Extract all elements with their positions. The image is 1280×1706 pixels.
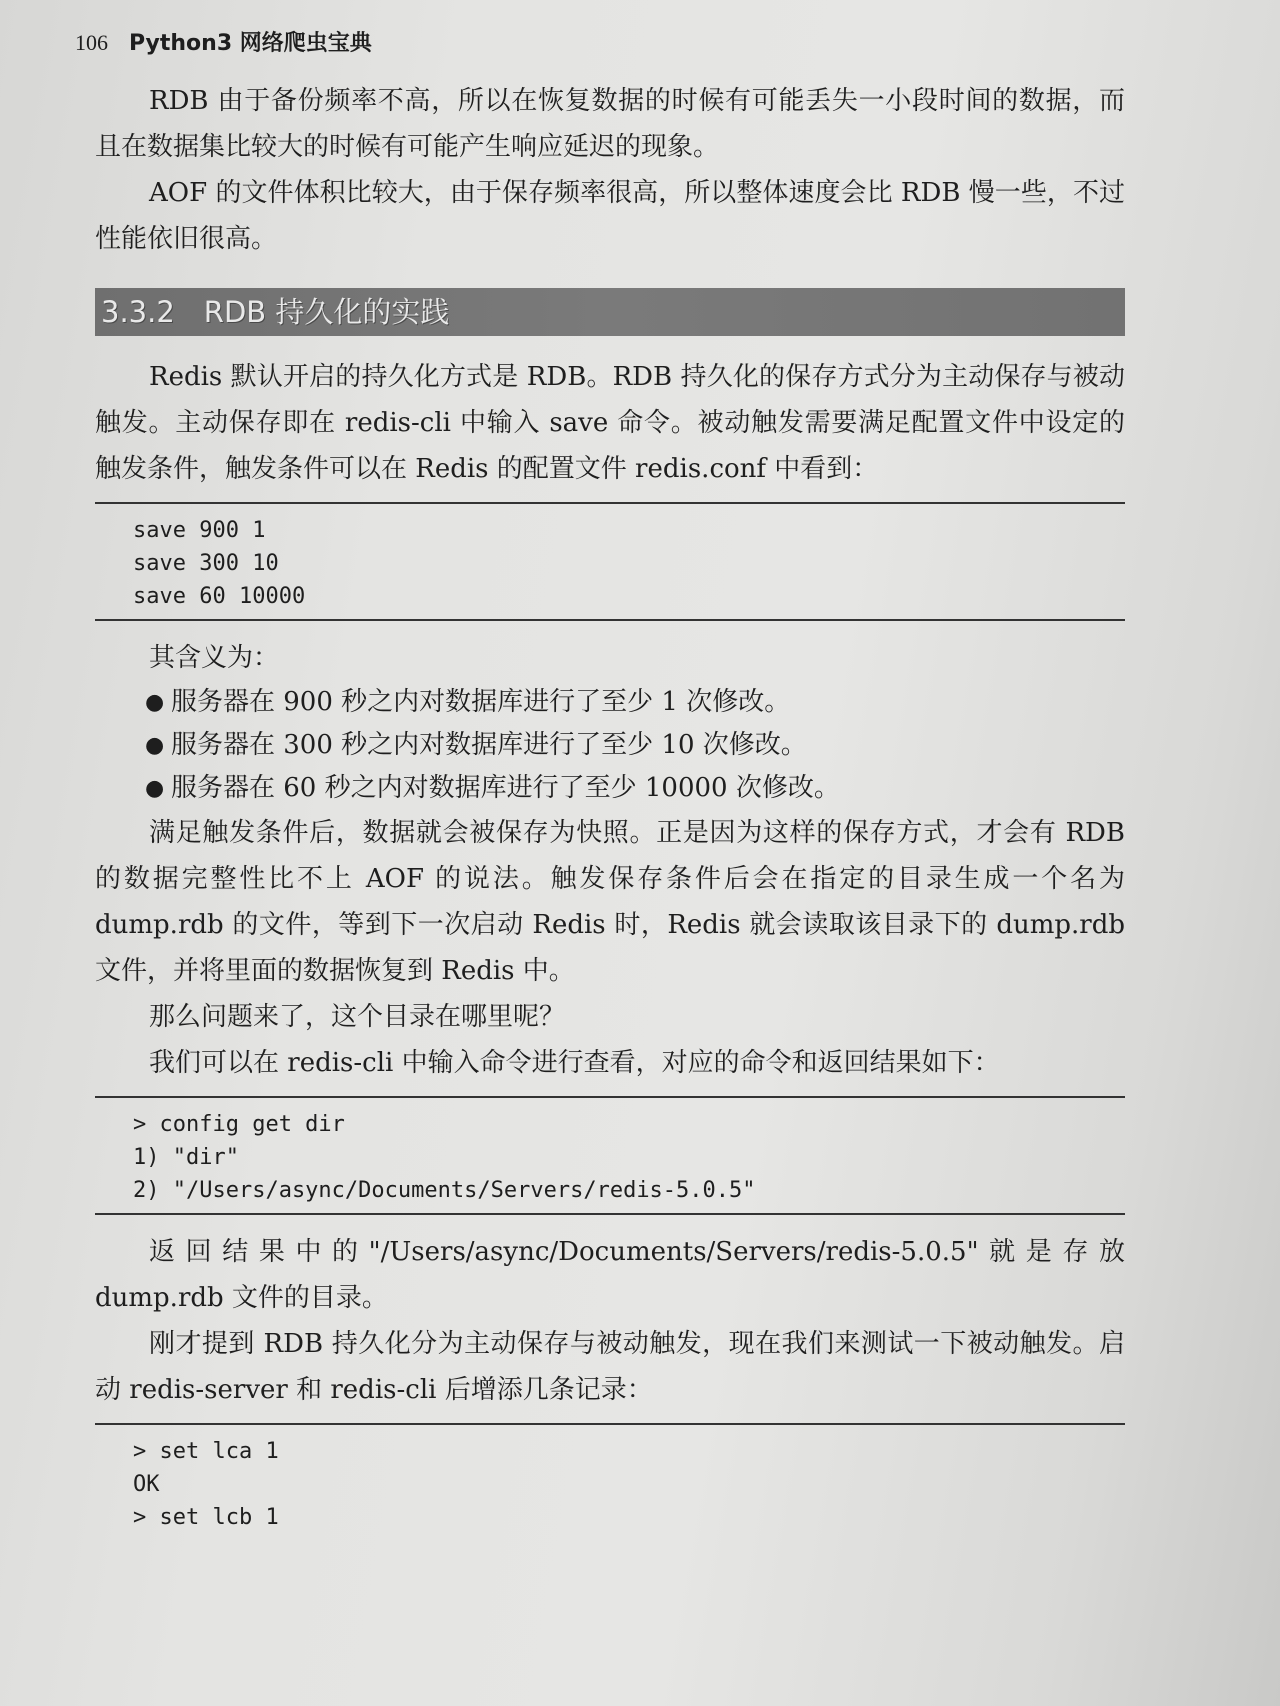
code-line: > config get dir bbox=[133, 1112, 345, 1137]
list-item: ● 服务器在 300 秒之内对数据库进行了至少 10 次修改。 bbox=[95, 724, 1125, 767]
code-block-set-records bbox=[95, 1423, 1125, 1540]
code-line: OK bbox=[133, 1472, 160, 1497]
paragraph-command-intro: 我们可以在 redis-cli 中输入命令进行查看，对应的命令和返回结果如下： bbox=[149, 1048, 1000, 1078]
code-line: 2) "/Users/async/Documents/Servers/redis-5.0.5" bbox=[133, 1178, 756, 1203]
section-heading: 3.3.2 RDB 持久化的实践 bbox=[95, 288, 1125, 336]
book-page bbox=[75, 18, 1125, 1688]
code-block-config-get-dir bbox=[95, 1096, 1125, 1215]
paragraph-snapshot: 满足触发条件后，数据就会被保存为快照。正是因为这样的保存方式，才会有 RDB 的数据完整性比不上 AOF 的说法。触发保存条件后会在指定的目录生成一个名为 dump.rdb 的文件，等到下一次启动 Redis 时，Redis 就会读取该目录下的 dump.rdb 文件，并将里面的数据恢复到 Redis 中。 bbox=[95, 818, 1125, 986]
meaning-label: 其含义为： bbox=[149, 643, 280, 673]
paragraph-rdb-drawbacks: RDB 由于备份频率不高，所以在恢复数据的时候有可能丢失一小段时间的数据，而且在数据集比较大的时候有可能产生响应延迟的现象。 bbox=[95, 86, 1125, 162]
paragraph-passive-trigger: 刚才提到 RDB 持久化分为主动保存与被动触发，现在我们来测试一下被动触发。启动 redis-server 和 redis-cli 后增添几条记录： bbox=[95, 1329, 1125, 1405]
book-title: Python3 网络爬虫宝典 bbox=[129, 31, 372, 56]
paragraph-question: 那么问题来了，这个目录在哪里呢？ bbox=[149, 1002, 566, 1032]
paragraph-dir-result: 返回结果中的"/Users/async/Documents/Servers/redis-5.0.5"就是存放 dump.rdb 文件的目录。 bbox=[95, 1237, 1125, 1313]
bullet-list bbox=[95, 681, 1125, 810]
code-block-save-config bbox=[95, 502, 1125, 621]
code-line: > set lca 1 bbox=[133, 1439, 279, 1464]
code-line: save 900 1 bbox=[133, 518, 266, 543]
code-line: > set lcb 1 bbox=[133, 1505, 279, 1530]
list-item: ● 服务器在 60 秒之内对数据库进行了至少 10000 次修改。 bbox=[95, 767, 1125, 810]
list-item: ● 服务器在 900 秒之内对数据库进行了至少 1 次修改。 bbox=[95, 681, 1125, 724]
code-line: 1) "dir" bbox=[133, 1145, 239, 1170]
code-line: save 300 10 bbox=[133, 551, 279, 576]
paragraph-rdb-intro: Redis 默认开启的持久化方式是 RDB。RDB 持久化的保存方式分为主动保存与被动触发。主动保存即在 redis-cli 中输入 save 命令。被动触发需要满足配置文件中设定的触发条件，触发条件可以在 Redis 的配置文件 redis.conf 中看到： bbox=[95, 362, 1125, 484]
bullet-icon: ● bbox=[145, 733, 165, 758]
page-number: 106 bbox=[75, 30, 108, 55]
code-line: save 60 10000 bbox=[133, 584, 306, 609]
paragraph-aof-drawbacks: AOF 的文件体积比较大，由于保存频率很高，所以整体速度会比 RDB 慢一些，不过性能依旧很高。 bbox=[95, 178, 1125, 254]
bullet-icon: ● bbox=[145, 690, 165, 715]
bullet-icon: ● bbox=[145, 776, 165, 801]
running-header bbox=[75, 26, 372, 57]
